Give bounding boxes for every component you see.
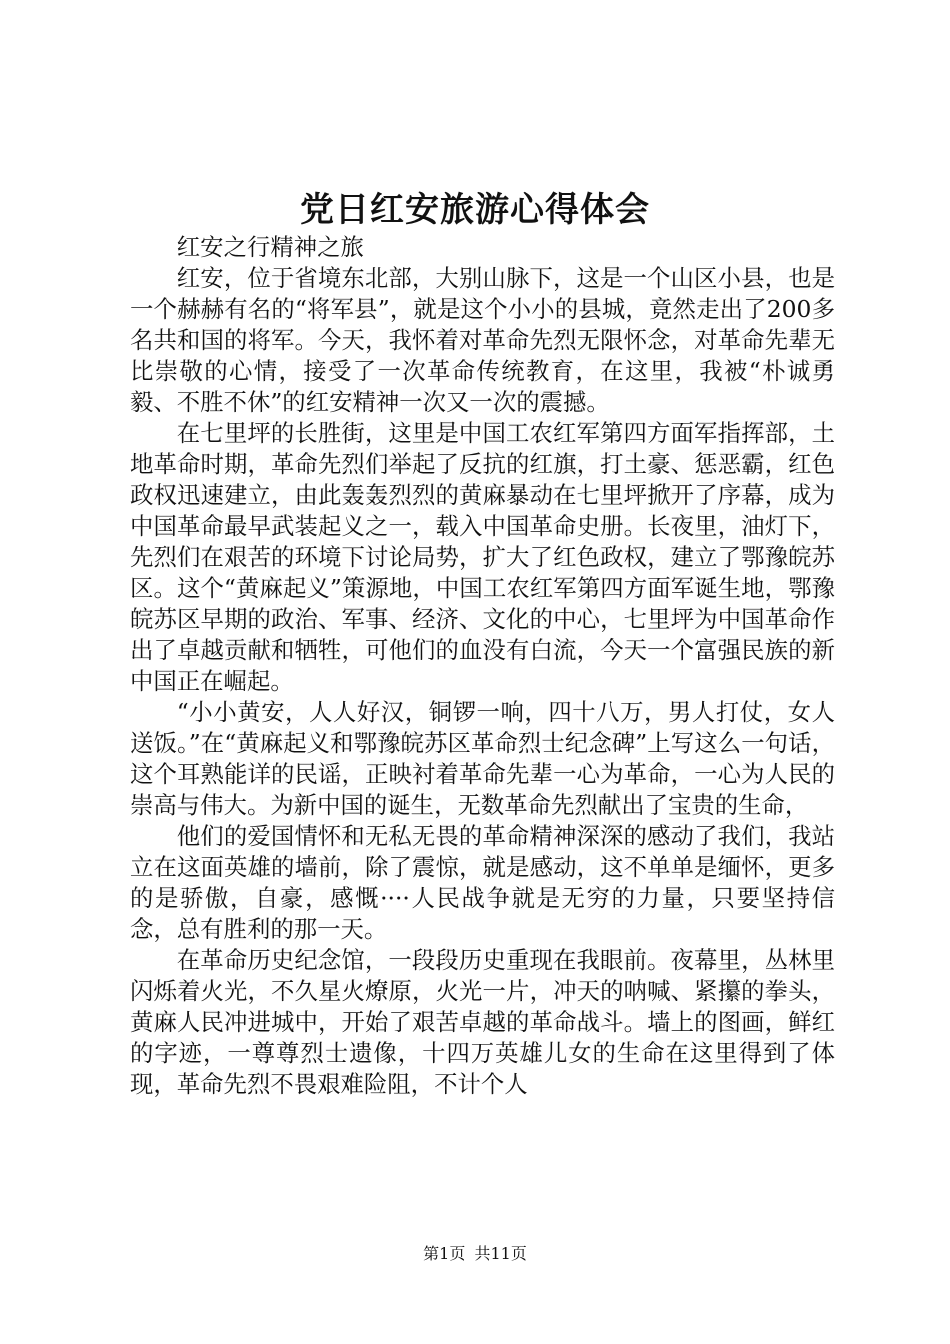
paragraph: 红安，位于省境东北部，大别山脉下，这是一个山区小县，也是一个赫赫有名的“将军县”，就是这个小小的县城，竟然走出了200多名共和国的将军。今天，我怀着对革命先烈无限怀念，对革命先辈无比崇敬的心情，接受了一次革命传统教育，在这里，我被“朴诚勇毅、不胜不休”的红安精神一次又一次的震撼。 [130,264,835,416]
paragraph-subtitle: 红安之行精神之旅 [176,233,364,261]
paragraph: “小小黄安，人人好汉，铜锣一响，四十八万，男人打仗，女人送饭。”在“黄麻起义和鄂豫皖苏区革命烈士纪念碑”上写这么一句话，这个耳熟能详的民谣，正映衬着革命先辈一心为革命，一心为人民的崇高与伟大。为新中国的诞生，无数革命先烈献出了宝贵的生命， [130,698,835,819]
page-number: 第1页 [423,1244,466,1263]
page-total: 共11页 [474,1244,527,1263]
paragraph: 在革命历史纪念馆，一段段历史重现在我眼前。夜幕里，丛林里闪烁着火光，不久星火燎原，火光一片，冲天的呐喊、紧攥的拳头，黄麻人民冲进城中，开始了艰苦卓越的革命战斗。墙上的图画，鲜红的字迹，一尊尊烈士遗像，十四万英雄儿女的生命在这里得到了体现，革命先烈不畏艰难险阻，不计个人 [130,946,835,1098]
paragraph: 他们的爱国情怀和无私无畏的革命精神深深的感动了我们，我站立在这面英雄的墙前，除了震惊，就是感动，这不单单是缅怀，更多的是骄傲，自豪，感慨····人民战争就是无穷的力量，只要坚持信念，总有胜利的那一天。 [130,822,835,943]
document-body [130,232,835,1100]
document-title: 党日红安旅游心得体会 [300,190,650,230]
paragraph: 在七里坪的长胜街，这里是中国工农红军第四方面军指挥部，土地革命时期，革命先烈们举起了反抗的红旗，打土豪、惩恶霸，红色政权迅速建立，由此轰轰烈烈的黄麻暴动在七里坪掀开了序幕，成为中国革命最早武装起义之一，载入中国革命史册。长夜里，油灯下，先烈们在艰苦的环境下讨论局势，扩大了红色政权，建立了鄂豫皖苏区。这个“黄麻起义”策源地，中国工农红军第四方面军诞生地，鄂豫皖苏区早期的政治、军事、经济、文化的中心，七里坪为中国革命作出了卓越贡献和牺牲，可他们的血没有白流，今天一个富强民族的新中国正在崛起。 [130,419,835,695]
page-footer [0,1244,950,1264]
